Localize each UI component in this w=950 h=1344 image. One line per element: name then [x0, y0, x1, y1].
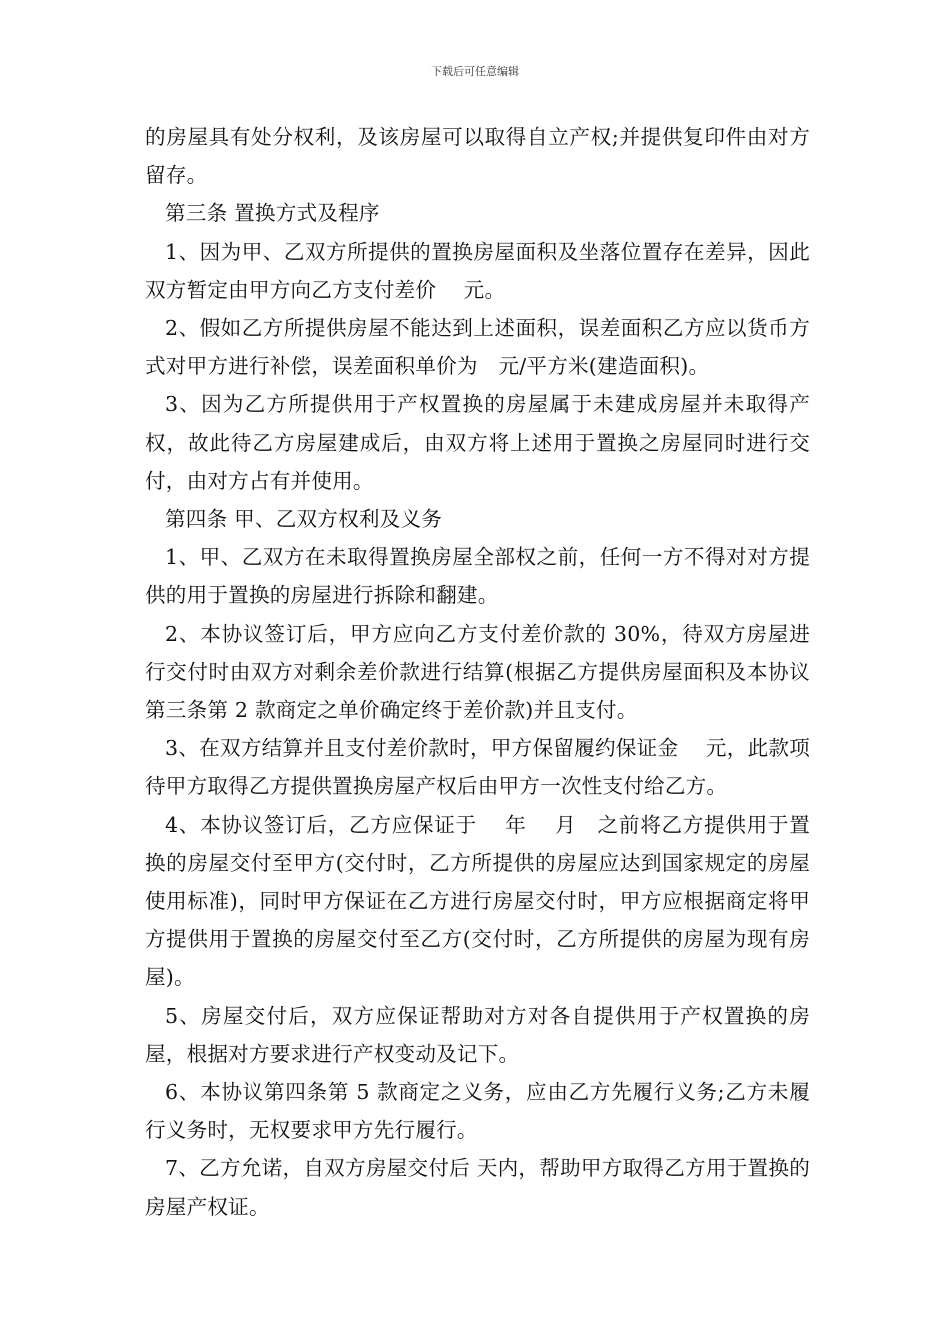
- article-three-clause-2: 2、假如乙方所提供房屋不能达到上述面积，误差面积乙方应以货币方式对甲方进行补偿，误差面积单价为 元/平方米(建造面积)。: [145, 316, 810, 379]
- article-four-clause-3: 3、在双方结算并且支付差价款时，甲方保留履约保证金 元，此款项待甲方取得乙方提供置换房屋产权后由甲方一次性支付给乙方。: [145, 736, 810, 799]
- document-body: [145, 118, 810, 1226]
- article-four-clause-1: 1、甲、乙双方在未取得置换房屋全部权之前，任何一方不得对对方提供的用于置换的房屋进行拆除和翻建。: [145, 545, 810, 608]
- paragraph-continuation: 的房屋具有处分权利，及该房屋可以取得自立产权;并提供复印件由对方留存。: [145, 125, 810, 188]
- article-four-heading: 第四条 甲、乙双方权利及义务: [165, 507, 443, 532]
- article-four-clause-5: 5、房屋交付后，双方应保证帮助对方对各自提供用于产权置换的房屋，根据对方要求进行产权变动及记下。: [145, 1003, 810, 1066]
- article-four-clause-2: 2、本协议签订后，甲方应向乙方支付差价款的 30%，待双方房屋进行交付时由双方对剩余差价款进行结算(根据乙方提供房屋面积及本协议第三条第 2 款商定之单价确定终于差价款)并且支付。: [145, 621, 810, 723]
- article-three-clause-1: 1、因为甲、乙双方所提供的置换房屋面积及坐落位置存在差异，因此双方暂定由甲方向乙方支付差价 元。: [145, 239, 810, 302]
- article-four-clause-4: 4、本协议签订后，乙方应保证于 年 月 之前将乙方提供用于置换的房屋交付至甲方(交付时，乙方所提供的房屋应达到国家规定的房屋使用标准)，同时甲方保证在乙方进行房屋交付时，甲方应根据商定将甲方提供用于置换的房屋交付至乙方(交付时，乙方所提供的房屋为现有房屋)。: [145, 812, 810, 990]
- article-three-clause-3: 3、因为乙方所提供用于产权置换的房屋属于未建成房屋并未取得产权，故此待乙方房屋建成后，由双方将上述用于置换之房屋同时进行交付，由对方占有并使用。: [145, 392, 810, 493]
- page-header-note: 下载后可任意编辑: [431, 65, 519, 78]
- article-four-clause-7: 7、乙方允诺，自双方房屋交付后 天内，帮助甲方取得乙方用于置换的房屋产权证。: [145, 1156, 810, 1219]
- article-four-clause-6: 6、本协议第四条第 5 款商定之义务，应由乙方先履行义务;乙方未履行义务时，无权要求甲方先行履行。: [145, 1080, 810, 1143]
- article-three-heading: 第三条 置换方式及程序: [165, 201, 380, 226]
